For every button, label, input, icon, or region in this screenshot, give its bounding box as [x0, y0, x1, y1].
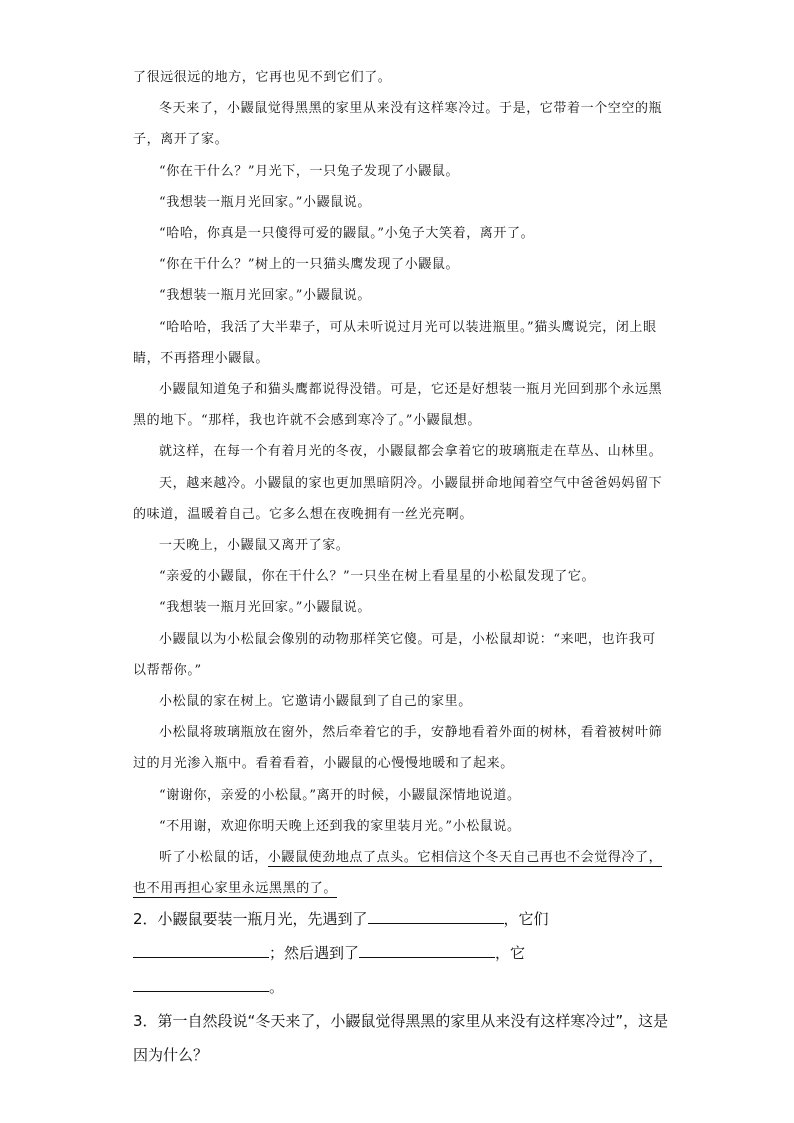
paragraph: 就这样，在每一个有着月光的冬夜，小鼹鼠都会拿着它的玻璃瓶走在草丛、山林里。	[159, 444, 663, 460]
answer-blank-2[interactable]	[133, 941, 269, 958]
paragraph: 小鼹鼠以为小松鼠会像别的动物那样笑它傻。可是，小松鼠却说：“来吧，也许我可以帮帮你。”	[133, 631, 656, 678]
paragraph: 小松鼠的家在树上。它邀请小鼹鼠到了自己的家里。	[159, 694, 472, 710]
question-2-line-2	[133, 936, 673, 970]
paragraph-final-lead: 听了小松鼠的话，	[159, 850, 268, 866]
paragraph: 小松鼠将玻璃瓶放在窗外，然后牵着它的手，安静地看着外面的树林，看着被树叶筛过的月光渗入瓶中。看着看着，小鼹鼠的心慢慢地暖和了起来。	[133, 725, 663, 772]
question-2-text-c: ；然后遇到了	[269, 944, 360, 962]
question-2-text-b: ，它们	[503, 910, 549, 928]
paragraph: 小鼹鼠知道兔子和猫头鹰都说得没错。可是，它还是好想装一瓶月光回到那个永远黑黑的地下。“那样，我也许就不会感到寒冷了。”小鼹鼠想。	[133, 382, 663, 429]
paragraph: “不用谢，欢迎你明天晚上还到我的家里装月光。”小松鼠说。	[159, 818, 521, 834]
answer-blank-3[interactable]	[359, 941, 495, 958]
paragraph: “你在干什么？”月光下，一只兔子发现了小鼹鼠。	[159, 163, 460, 179]
question-2-text-d: ，它	[495, 944, 526, 962]
paragraph: “你在干什么？”树上的一只猫头鹰发现了小鼹鼠。	[159, 257, 460, 273]
paragraph: “哈哈，你真是一只傻得可爱的鼹鼠。”小兔子大笑着，离开了。	[159, 226, 535, 242]
paragraph: 一天晚上，小鼹鼠又离开了家。	[159, 538, 350, 554]
paragraph: “谢谢你，亲爱的小松鼠。”离开的时候，小鼹鼠深情地说道。	[159, 787, 521, 803]
question-2-line-3	[133, 970, 673, 1004]
paragraph: “亲爱的小鼹鼠，你在干什么？”一只坐在树上看星星的小松鼠发现了它。	[159, 569, 596, 585]
questions-section	[133, 902, 673, 1072]
answer-blank-4[interactable]	[133, 975, 269, 992]
paragraph: 了很远很远的地方，它再也见不到它们了。	[133, 70, 392, 85]
answer-blank-1[interactable]	[368, 907, 504, 924]
paragraph: “哈哈哈，我活了大半辈子，可从未听说过月光可以装进瓶里。”猫头鹰说完，闭上眼睛，不再搭理小鼹鼠。	[133, 319, 657, 366]
paragraph: “我想装一瓶月光回家。”小鼹鼠说。	[159, 288, 371, 304]
story-text	[133, 62, 668, 904]
question-3: 3．第一自然段说“冬天来了，小鼹鼠觉得黑黑的家里从来没有这样寒冷过”，这是因为什么？	[133, 1012, 669, 1064]
question-2-text-e: 。	[269, 978, 285, 996]
paragraph: 冬天来了，小鼹鼠觉得黑黑的家里从来没有这样寒冷过。于是，它带着一个空空的瓶子，离开了家。	[133, 101, 663, 148]
question-2	[133, 902, 673, 936]
paragraph-final	[133, 842, 668, 904]
paragraph: “我想装一瓶月光回家。”小鼹鼠说。	[159, 194, 371, 210]
paragraph: 天，越来越冷。小鼹鼠的家也更加黑暗阴冷。小鼹鼠拼命地闻着空气中爸爸妈妈留下的味道，温暖着自己。它多么想在夜晚拥有一丝光亮啊。	[133, 475, 663, 522]
question-2-text-a: 2．小鼹鼠要装一瓶月光，先遇到了	[133, 910, 368, 928]
underlined-sentence: 小鼹鼠使劲地点了点头。它相信这个冬天自己再也不会觉得冷了，也不用再担心家里永远黑黑的了。	[133, 850, 663, 897]
paragraph: “我想装一瓶月光回家。”小鼹鼠说。	[159, 600, 371, 616]
